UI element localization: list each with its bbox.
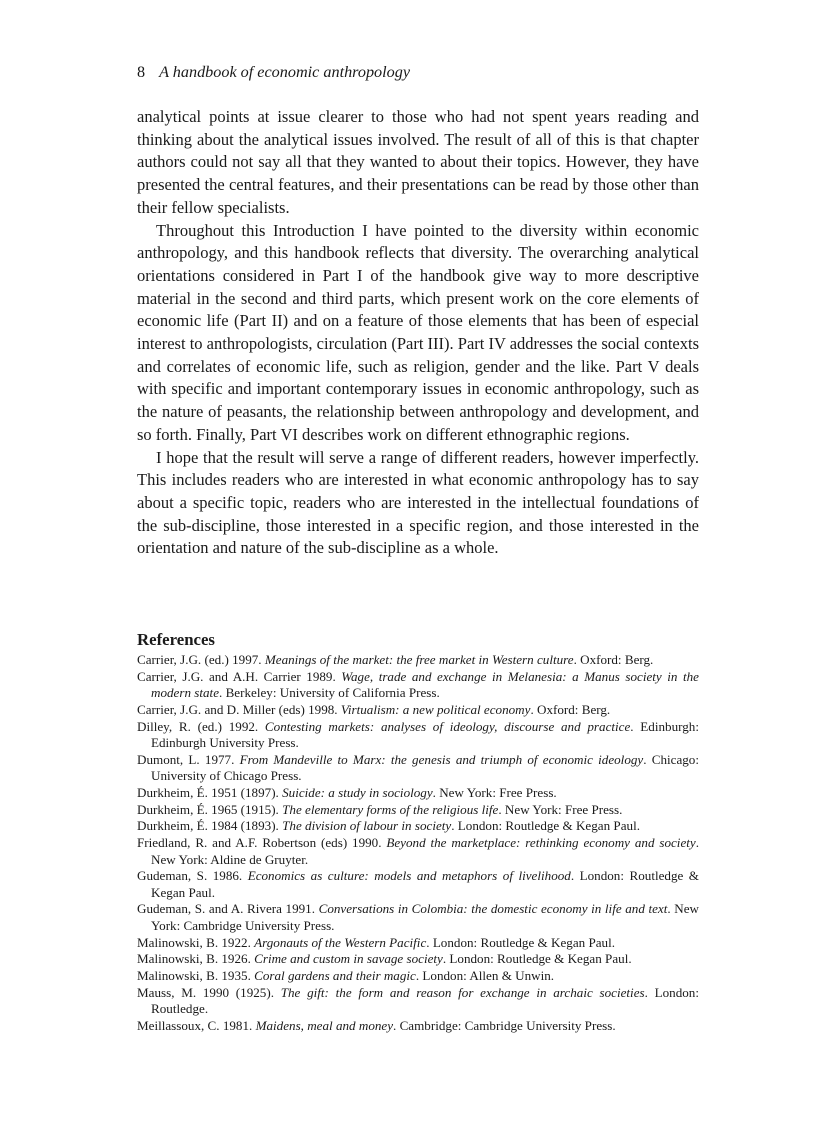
ref-publisher: . Berkeley: University of California Press.: [219, 685, 440, 701]
ref-author: Mauss, M. 1990 (1925).: [137, 984, 281, 1000]
ref-author: Malinowski, B. 1926.: [137, 951, 255, 967]
ref-publisher: . London: Routledge & Kegan Paul.: [451, 818, 640, 834]
ref-author: Durkheim, É. 1984 (1893).: [137, 818, 283, 834]
ref-publisher: . New York: Aldine de Gruyter.: [151, 835, 699, 867]
reference-entry: [137, 951, 699, 967]
reference-entry: [137, 785, 699, 801]
ref-title: The elementary forms of the religious life: [282, 801, 499, 817]
ref-title: Argonauts of the Western Pacific: [254, 934, 427, 950]
reference-list: [137, 652, 699, 1034]
ref-title: Suicide: a study in sociology: [282, 784, 433, 800]
ref-author: Durkheim, É. 1965 (1915).: [137, 801, 283, 817]
reference-entry: [137, 702, 699, 718]
ref-author: Malinowski, B. 1935.: [137, 968, 255, 984]
ref-title: Maidens, meal and money: [255, 1018, 394, 1034]
paragraph: Throughout this Introduction I have pointed to the diversity within economic anthropology, and this handbook reflects that diversity. The overarching analytical orientations considered in Part I of the handbook give way to more descriptive material in the second and third parts, which present work on the core elements of economic life (Part II) and on a feature of those elements that has been of especial interest to anthropologists, circulation (Part III). Part IV addresses the social contexts and correlates of economic life, such as religion, gender and the like. Part V deals with specific and important contemporary issues in economic anthropology, such as the nature of peasants, the relationship between anthropology and development, and so forth. Finally, Part VI describes work on different ethnographic regions.: [137, 220, 699, 444]
ref-title: Virtualism: a new political economy: [340, 701, 531, 717]
ref-title: Meanings of the market: the free market in Western culture: [264, 652, 574, 667]
reference-entry: [137, 669, 699, 702]
ref-author: Gudeman, S. 1986.: [137, 868, 248, 884]
ref-publisher: . London: Routledge & Kegan Paul.: [151, 868, 699, 900]
reference-entry: [137, 868, 699, 901]
ref-publisher: . Edinburgh: Edinburgh University Press.: [151, 718, 699, 750]
ref-publisher: . Cambridge: Cambridge University Press.: [393, 1018, 616, 1034]
ref-author: Dilley, R. (ed.) 1992.: [137, 718, 265, 734]
ref-title: The gift: the form and reason for exchange in archaic societies: [280, 984, 645, 1000]
page-number: 8: [137, 63, 146, 81]
reference-entry: [137, 935, 699, 951]
reference-entry: [137, 719, 699, 752]
ref-title: From Mandeville to Marx: the genesis and triumph of economic ideology: [239, 751, 644, 767]
ref-author: Gudeman, S. and A. Rivera 1991.: [137, 901, 319, 917]
reference-entry: [137, 818, 699, 834]
ref-publisher: . Oxford: Berg.: [530, 701, 611, 717]
ref-publisher: . Chicago: University of Chicago Press.: [151, 751, 699, 784]
reference-entry: [137, 1018, 699, 1034]
ref-author: Carrier, J.G. and D. Miller (eds) 1998.: [137, 701, 341, 717]
ref-publisher: . Oxford: Berg.: [573, 652, 654, 667]
ref-author: Malinowski, B. 1922.: [137, 934, 255, 950]
references-heading: References: [137, 630, 215, 649]
reference-entry: [137, 901, 699, 934]
ref-author: Carrier, J.G. (ed.) 1997.: [137, 652, 265, 667]
ref-title: Beyond the marketplace: rethinking economy and society: [386, 835, 696, 851]
paragraph: I hope that the result will serve a range of different readers, however imperfectly. This includes readers who are interested in what economic anthropology has to say about a specific topic, readers who are interested in the intellectual foundations of the sub-discipline, those interested in a specific region, and those interested in the orientation and nature of the sub-discipline as a whole.: [137, 447, 699, 558]
running-title: A handbook of economic anthropology: [159, 63, 411, 81]
ref-title: Wage, trade and exchange in Melanesia: a Manus society in the modern state: [151, 668, 699, 701]
ref-title: Coral gardens and their magic: [254, 968, 416, 984]
ref-publisher: . London: Routledge & Kegan Paul.: [442, 951, 632, 967]
references-section: [137, 629, 699, 1035]
body-text: [137, 106, 699, 560]
ref-publisher: . New York: Cambridge University Press.: [151, 901, 699, 933]
ref-author: Carrier, J.G. and A.H. Carrier 1989.: [137, 668, 342, 684]
ref-publisher: . New York: Free Press.: [432, 784, 557, 800]
ref-title: Contesting markets: analyses of ideology, discourse and practice: [264, 718, 631, 734]
reference-entry: [137, 835, 699, 868]
ref-publisher: . London: Allen & Unwin.: [415, 968, 555, 984]
reference-entry: [137, 652, 699, 668]
ref-author: Friedland, R. and A.F. Robertson (eds) 1990.: [137, 835, 387, 851]
ref-publisher: . London: Routledge & Kegan Paul.: [426, 934, 616, 950]
ref-publisher: . New York: Free Press.: [498, 801, 623, 817]
ref-author: Meillassoux, C. 1981.: [137, 1018, 256, 1034]
reference-entry: [137, 802, 699, 818]
reference-entry: [137, 752, 699, 785]
ref-publisher: . London: Routledge.: [151, 984, 699, 1017]
ref-title: Crime and custom in savage society: [254, 951, 443, 967]
ref-author: Dumont, L. 1977.: [137, 751, 240, 767]
ref-author: Durkheim, É. 1951 (1897).: [137, 784, 283, 800]
ref-title: The division of labour in society: [282, 818, 452, 834]
running-header: [137, 62, 410, 82]
ref-title: Conversations in Colombia: the domestic economy in life and text: [318, 901, 668, 917]
reference-entry: [137, 985, 699, 1018]
reference-entry: [137, 968, 699, 984]
paragraph: analytical points at issue clearer to those who had not spent years reading and thinking about the analytical issues involved. The result of all of this is that chapter authors could not say all that they wanted to about their topics. However, they have presented the central features, and their presentations can be read by those other than their fellow specialists.: [137, 107, 699, 217]
ref-title: Economics as culture: models and metaphors of livelihood: [247, 868, 571, 884]
